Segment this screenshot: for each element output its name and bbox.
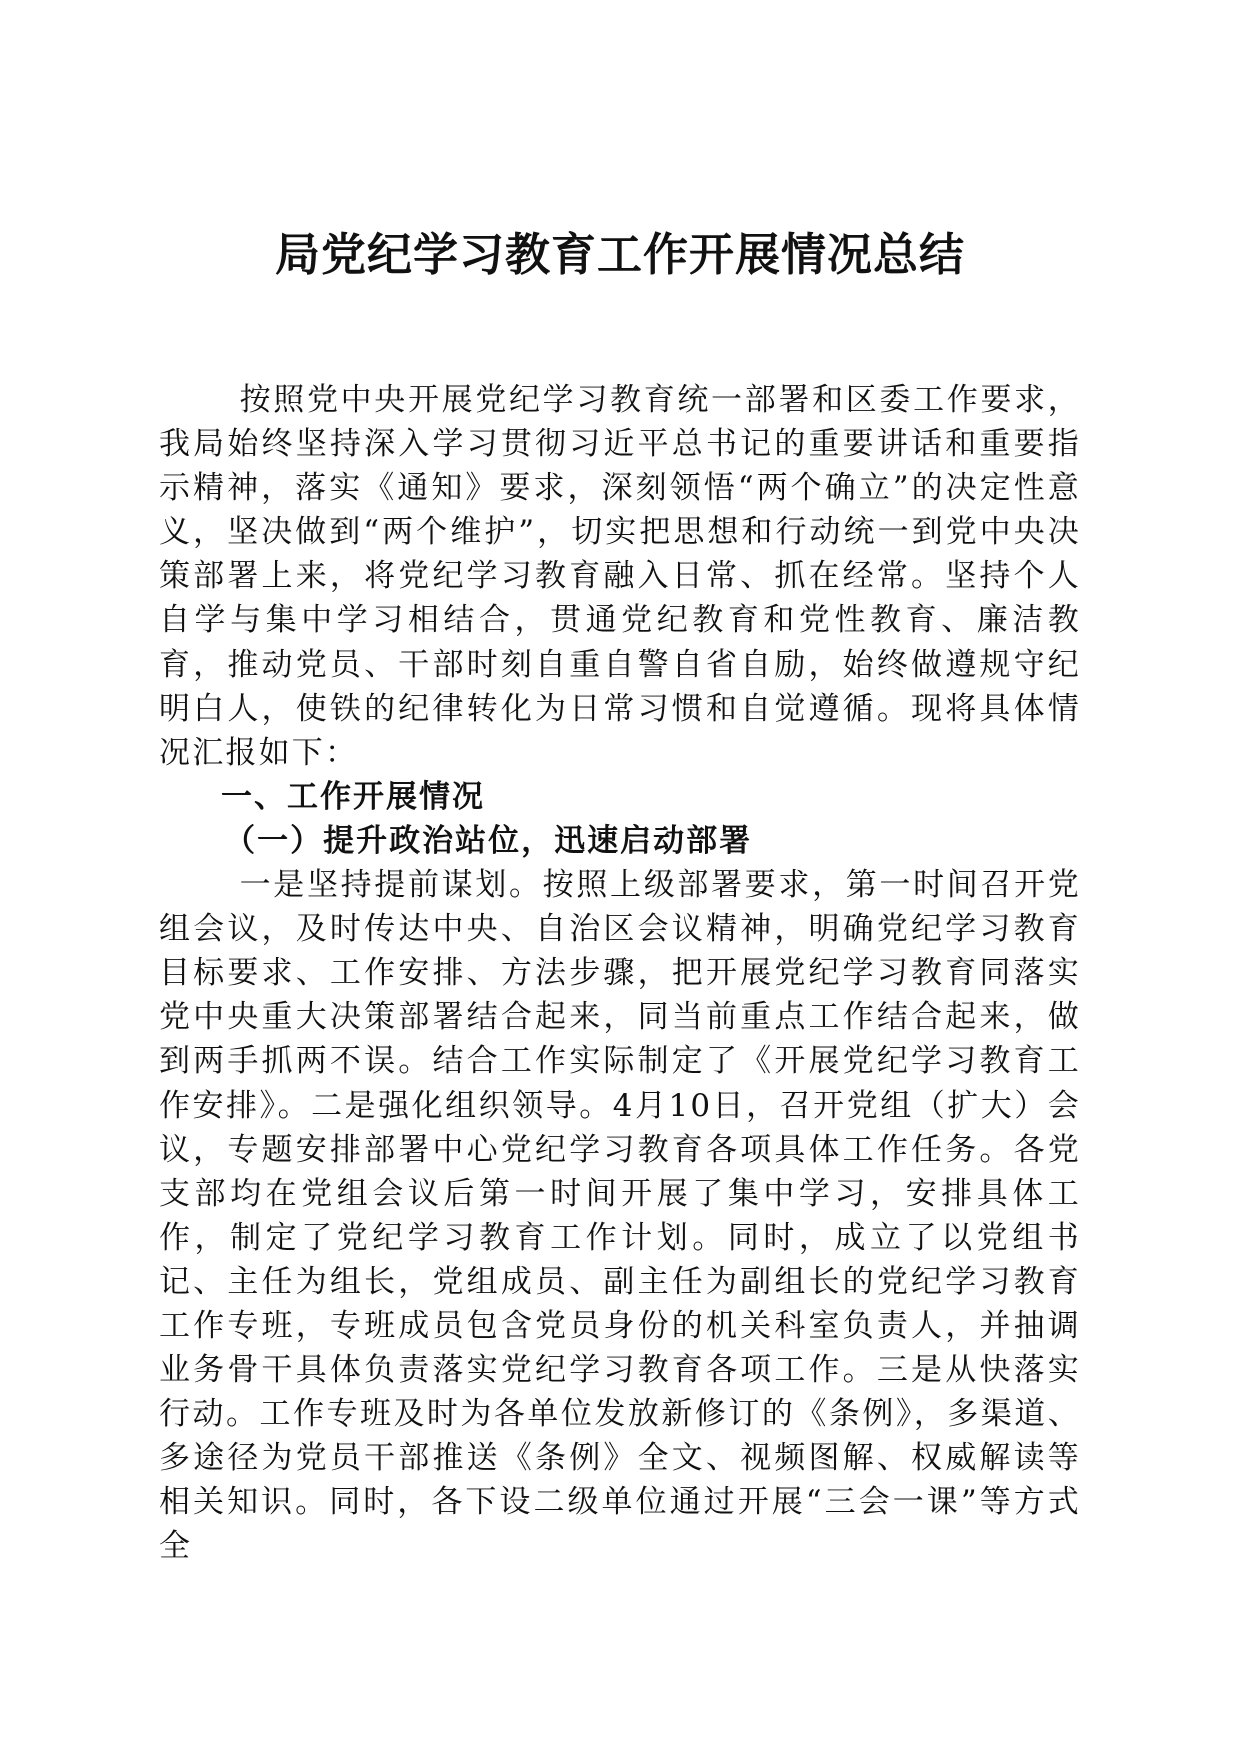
intro-paragraph: 按照党中央开展党纪学习教育统一部署和区委工作要求，我局始终坚持深入学习贯彻习近平总书记的重要讲话和重要指示精神，落实《通知》要求，深刻领悟“两个确立”的决定性意义，坚决做到“两个维护”，切实把思想和行动统一到党中央决策部署上来，将党纪学习教育融入日常、抓在经常。坚持个人自学与集中学习相结合，贯通党纪教育和党性教育、廉洁教育，推动党员、干部时刻自重自警自省自励，始终做遵规守纪明白人，使铁的纪律转化为日常习惯和自觉遵循。现将具体情况汇报如下： (159, 382, 1081, 771)
subsection-paragraph: 一是坚持提前谋划。按照上级部署要求，第一时间召开党组会议，及时传达中央、自治区会议精神，明确党纪学习教育目标要求、工作安排、方法步骤，把开展党纪学习教育同落实党中央重大决策部署结合起来，同当前重点工作结合起来，做到两手抓两不误。结合工作实际制定了《开展党纪学习教育工作安排》。二是强化组织领导。4月10日，召开党组（扩大）会议，专题安排部署中心党纪学习教育各项具体工作任务。各党支部均在党组会议后第一时间开展了集中学习，安排具体工作，制定了党纪学习教育工作计划。同时，成立了以党组书记、主任为组长，党组成员、副主任为副组长的党纪学习教育工作专班，专班成员包含党员身份的机关科室负责人，并抽调业务骨干具体负责落实党纪学习教育各项工作。三是从快落实行动。工作专班及时为各单位发放新修订的《条例》，多渠道、多途径为党员干部推送《条例》全文、视频图解、权威解读等相关知识。同时，各下设二级单位通过开展“三会一课”等方式全 (159, 867, 1081, 1565)
document-title: 局党纪学习教育工作开展情况总结 (274, 228, 965, 281)
subsection-heading-political-stance: （一）提升政治站位，迅速启动部署 (224, 822, 753, 859)
section-heading-work-status: 一、工作开展情况 (221, 778, 485, 815)
document-body (159, 378, 1081, 1569)
